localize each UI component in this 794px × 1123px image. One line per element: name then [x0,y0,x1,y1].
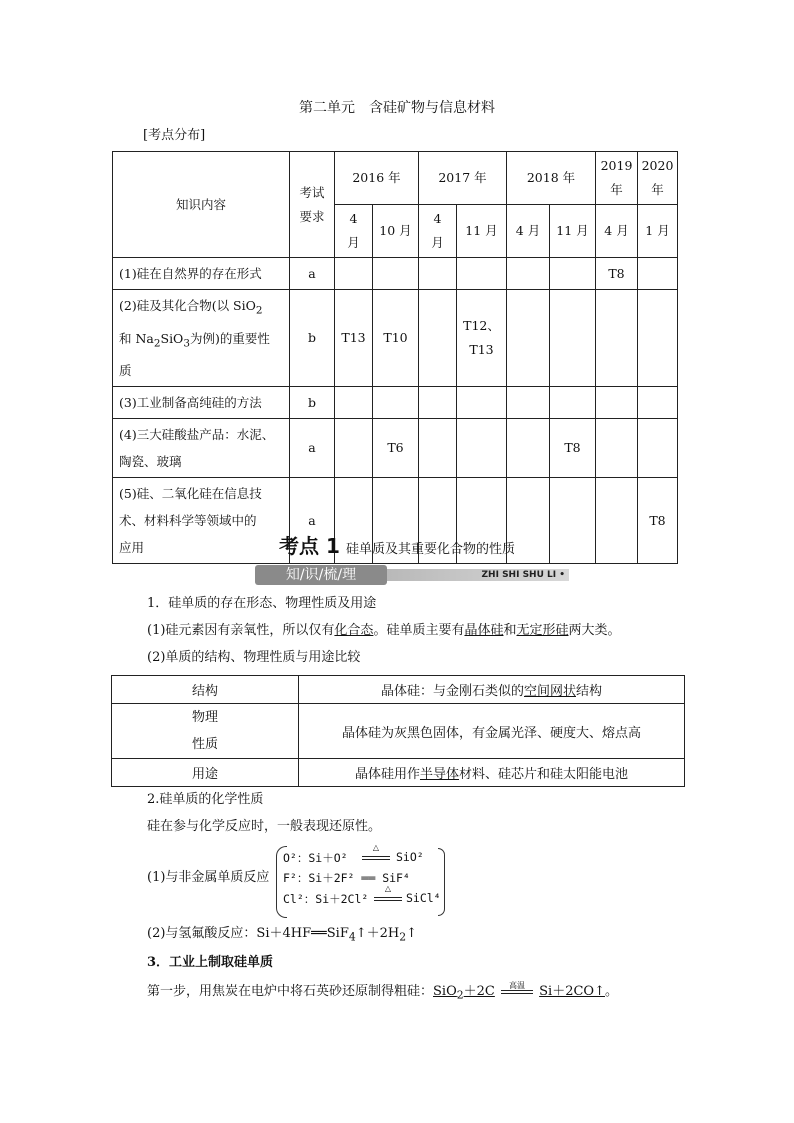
section-banner [255,565,569,585]
product-sio2: SiO² [396,850,424,864]
section-1-subheading: (2)单质的结构、物理性质与用途比较 [147,650,361,665]
header-2018: 2018 年 [507,152,596,205]
section-3-heading: 3．工业上制取硅单质 [147,955,274,970]
table-row: (5)硅、二氧化硅在信息技 术、材料科学等领域中的 应用 a T8 [113,478,678,564]
right-brace [438,848,445,916]
table-row: 物理 性质 晶体硅为灰黑色固体，有金属光泽、硬度大、熔点高 [112,704,685,759]
table-row: 结构 晶体硅：与金刚石类似的空间网状结构 [112,676,685,704]
kaodian-subtitle: 硅单质及其重要化合物的性质 [345,542,515,557]
table-row: (3)工业制备高纯硅的方法 b [113,387,678,419]
header-2016: 2016 年 [335,152,419,205]
kaodian-number: 考点 1 [279,534,340,558]
header-2017: 2017 年 [419,152,507,205]
silicon-comparison-table [111,675,685,787]
table-row: (4)三大硅酸盐产品：水泥、 陶瓷、玻璃 a T6 T8 [113,419,678,478]
high-temp-condition: 高温 [509,980,525,990]
banner-label: 知/识/梳/理 [255,565,387,585]
month-2019-4: 4 月 [596,205,638,258]
kaodian-heading [0,530,794,559]
header-2019: 2019 年 [596,152,638,205]
month-2017-4: 4 月 [419,205,457,258]
month-2018-11: 11 月 [550,205,596,258]
section-2-intro: 硅在参与化学反应时，一般表现还原性。 [147,819,382,834]
banner-pinyin: ZHI SHI SHU LI • [481,570,565,580]
month-2016-4: 4 月 [335,205,373,258]
month-2020-1: 1 月 [638,205,678,258]
section-1-heading: 1．硅单质的存在形态、物理性质及用途 [147,596,377,611]
distribution-label: [考点分布] [143,128,206,143]
table-row: 用途 晶体硅用作半导体材料、硅芯片和硅太阳能电池 [112,759,685,787]
equals-bar [501,990,533,994]
month-2017-11: 11 月 [457,205,507,258]
section-2-heading: 2.硅单质的化学性质 [147,792,264,807]
header-knowledge: 知识内容 [113,152,290,258]
section-1-paragraph: (1)硅元素因有亲氧性，所以仅有化合态。硅单质主要有晶体硅和无定形硅两大类。 [147,623,621,638]
table-row: (2)硅及其化合物(以 SiO$_2$ 和 $Na_2SiO_3$为例)的重要性 质 b T13 T10 T12、 T13 [113,290,678,387]
heat-condition: △ [384,884,392,893]
heat-condition: △ [372,843,380,852]
equals-bar [362,856,390,860]
reaction-oxygen: O²：Si＋O² [283,851,348,865]
reaction-hf: (2)与氢氟酸反应：$Si+4HF══SiF_4↑+2H_2↑$ [147,926,418,944]
month-2018-4: 4 月 [507,205,550,258]
equals-bar [374,897,402,901]
page-title: 第二单元 含硅矿物与信息材料 [299,100,495,116]
section-3-paragraph: 第一步，用焦炭在电炉中将石英砂还原制得粗硅：SiO$_2$＋2C 高温 Si＋2CO↑。 [147,982,618,1006]
header-requirement: 考试 要求 [290,152,335,258]
header-2020: 2020 年 [638,152,678,205]
product-sicl4: SiCl⁴ [406,891,441,905]
reaction-chlorine: Cl²：Si＋2Cl² [283,892,369,906]
table-row: (1)硅在自然界的存在形式 a T8 [113,258,678,290]
reaction-nonmetal-label: (1)与非金属单质反应 [147,870,270,885]
reaction-fluorine: F²：Si＋2F² ══ SiF⁴ [283,871,410,885]
month-2016-10: 10 月 [373,205,419,258]
exam-distribution-table [112,151,678,564]
